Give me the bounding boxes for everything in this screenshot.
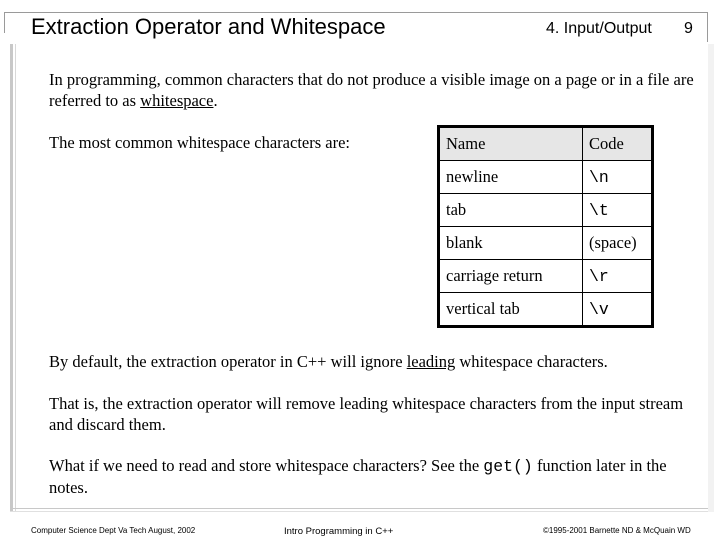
table-row [439, 161, 653, 194]
slide-frame-left-bar [10, 44, 16, 512]
cell-name: carriage return [439, 260, 583, 293]
cell-name: vertical tab [439, 293, 583, 327]
table-header-row [439, 127, 653, 161]
column-header-code: Code [583, 127, 653, 161]
section-label: 4. Input/Output [546, 20, 652, 37]
table-row [439, 227, 653, 260]
cell-code: \v [583, 293, 653, 327]
footer-left: Computer Science Dept Va Tech August, 2002 [31, 526, 196, 535]
default-behavior-paragraph: By default, the extraction operator in C++ will ignore leading whitespace characters. [49, 352, 608, 371]
intro-paragraph: In programming, common characters that do not produce a visible image on a page or in a file are referred to as whitespace. [49, 70, 694, 110]
table-row [439, 260, 653, 293]
column-header-name: Name [439, 127, 583, 161]
get-function-code: get() [483, 457, 533, 476]
table-row [439, 293, 653, 327]
page-number: 9 [684, 20, 693, 37]
slide-frame-right-shade [708, 44, 714, 512]
that-is-paragraph: That is, the extraction operator will remove leading whitespace characters from the input stream and discard them. [49, 394, 684, 434]
footer-middle: Intro Programming in C++ [284, 526, 394, 537]
footer-right: ©1995-2001 Barnette ND & McQuain WD [543, 526, 691, 535]
cell-name: newline [439, 161, 583, 194]
whitespace-term: whitespace [140, 91, 214, 110]
whitespace-table [437, 125, 654, 328]
what-if-paragraph: What if we need to read and store whitespace characters? See the get() function later in the notes. [49, 456, 667, 497]
slide-frame-corner [4, 12, 23, 33]
cell-code: \t [583, 194, 653, 227]
slide-frame-bottom-bar [10, 508, 708, 512]
cell-name: tab [439, 194, 583, 227]
cell-code: \n [583, 161, 653, 194]
table-row [439, 194, 653, 227]
leading-term: leading [406, 352, 456, 371]
cell-code: \r [583, 260, 653, 293]
cell-code: (space) [583, 227, 653, 260]
cell-name: blank [439, 227, 583, 260]
common-whitespace-label: The most common whitespace characters are: [49, 133, 350, 152]
slide-title: Extraction Operator and Whitespace [31, 14, 386, 39]
